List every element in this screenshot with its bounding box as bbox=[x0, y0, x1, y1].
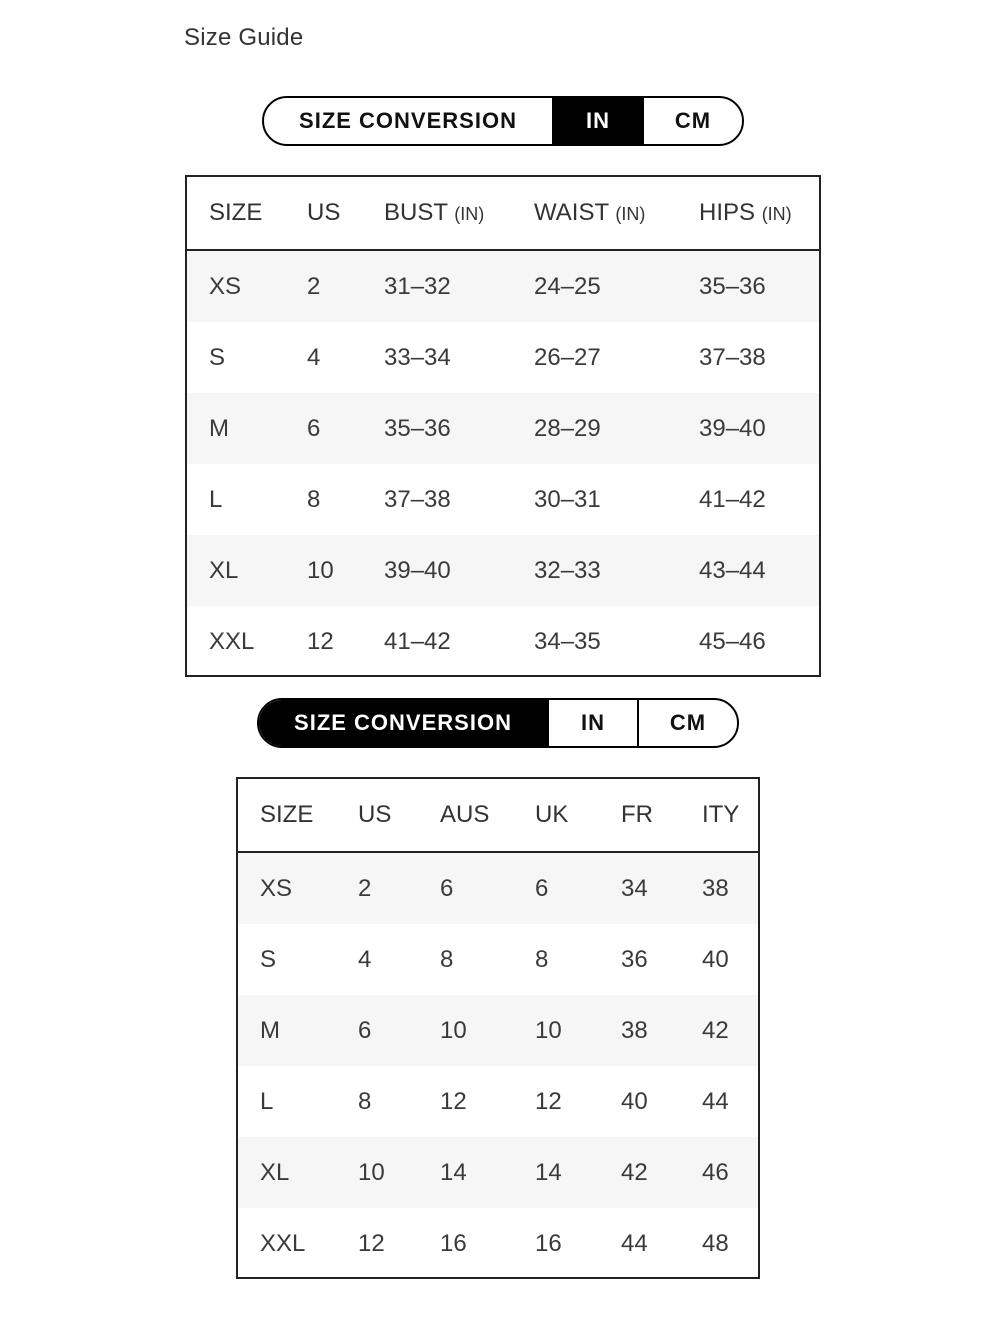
header-unit: (IN) bbox=[761, 204, 792, 224]
cell-us: 6 bbox=[358, 995, 440, 1066]
cell-us: 10 bbox=[358, 1137, 440, 1208]
size-conversion-button[interactable]: SIZE CONVERSION bbox=[299, 108, 517, 133]
cell-aus: 6 bbox=[440, 852, 535, 924]
table-row bbox=[187, 250, 819, 322]
header-label: WAIST bbox=[534, 199, 616, 226]
cell-size: L bbox=[209, 485, 223, 513]
cell-waist: 34–35 bbox=[534, 627, 601, 655]
inches-button[interactable]: IN bbox=[552, 98, 642, 144]
cell-size: S bbox=[260, 945, 277, 973]
table-row bbox=[238, 995, 758, 1066]
table-row bbox=[238, 1208, 758, 1279]
cell-fr: 44 bbox=[621, 1229, 648, 1257]
header-waist bbox=[534, 177, 699, 250]
header-label: BUST bbox=[384, 199, 455, 226]
cell-us: 12 bbox=[358, 1229, 385, 1257]
cell-us: 4 bbox=[307, 343, 321, 371]
cell-fr: 34 bbox=[621, 852, 702, 924]
table-row bbox=[187, 322, 819, 393]
cell-fr: 42 bbox=[621, 1137, 702, 1208]
size-conversion-table bbox=[236, 777, 760, 1279]
cell-ity: 48 bbox=[702, 1229, 729, 1257]
cell-us: 2 bbox=[307, 250, 384, 322]
cell-uk: 6 bbox=[535, 852, 621, 924]
header-label: US bbox=[307, 199, 341, 226]
cell-hips: 43–44 bbox=[699, 535, 819, 606]
cell-ity: 38 bbox=[702, 852, 758, 924]
unit-toggle-1 bbox=[262, 96, 744, 146]
table-row bbox=[187, 464, 819, 535]
cell-bust: 33–34 bbox=[384, 343, 451, 371]
table-row bbox=[238, 924, 758, 995]
inches-button[interactable]: IN bbox=[547, 700, 637, 746]
cell-bust: 37–38 bbox=[384, 485, 451, 513]
cell-size: XXL bbox=[209, 627, 255, 655]
table-row bbox=[238, 1066, 758, 1137]
header-size: SIZE bbox=[238, 779, 358, 852]
cell-waist: 28–29 bbox=[534, 393, 699, 464]
cell-size: M bbox=[187, 393, 307, 464]
cell-fr: 36 bbox=[621, 945, 648, 973]
cell-size: M bbox=[238, 995, 358, 1066]
cell-ity: 42 bbox=[702, 995, 758, 1066]
cell-ity: 44 bbox=[702, 1087, 729, 1115]
cell-waist: 24–25 bbox=[534, 250, 699, 322]
cell-aus: 12 bbox=[440, 1087, 467, 1115]
cell-us: 6 bbox=[307, 393, 384, 464]
table-header-row bbox=[187, 177, 819, 250]
table-row bbox=[187, 535, 819, 606]
cell-bust: 35–36 bbox=[384, 393, 534, 464]
header-label: HIPS bbox=[699, 199, 762, 226]
cell-waist: 30–31 bbox=[534, 485, 601, 513]
header-size bbox=[187, 177, 307, 250]
cell-bust: 39–40 bbox=[384, 535, 534, 606]
size-conversion-button[interactable]: SIZE CONVERSION bbox=[259, 700, 547, 746]
cell-us: 4 bbox=[358, 945, 372, 973]
cell-bust: 31–32 bbox=[384, 250, 534, 322]
cell-size: S bbox=[209, 343, 226, 371]
header-unit: (IN) bbox=[454, 204, 485, 224]
cell-uk: 12 bbox=[535, 1087, 562, 1115]
header-uk: UK bbox=[535, 779, 621, 852]
cell-aus: 14 bbox=[440, 1137, 535, 1208]
cell-size: XL bbox=[187, 535, 307, 606]
table-header-row bbox=[238, 779, 758, 852]
page-title: Size Guide bbox=[184, 24, 304, 51]
cell-size: XS bbox=[238, 852, 358, 924]
cell-size: XXL bbox=[260, 1229, 306, 1257]
header-label: SIZE bbox=[209, 199, 263, 226]
cell-aus: 8 bbox=[440, 945, 454, 973]
cell-ity: 46 bbox=[702, 1137, 758, 1208]
table-row bbox=[187, 393, 819, 464]
header-bust bbox=[384, 177, 534, 250]
cell-fr: 40 bbox=[621, 1087, 648, 1115]
cell-us: 8 bbox=[307, 485, 321, 513]
cell-size: XS bbox=[187, 250, 307, 322]
header-us: US bbox=[358, 779, 440, 852]
header-aus: AUS bbox=[440, 779, 535, 852]
unit-toggle-2 bbox=[257, 698, 739, 748]
header-fr: FR bbox=[621, 779, 702, 852]
cell-hips: 37–38 bbox=[699, 343, 766, 371]
cell-size: L bbox=[260, 1087, 274, 1115]
cell-size: XL bbox=[238, 1137, 358, 1208]
cell-us: 8 bbox=[358, 1087, 372, 1115]
header-ity: ITY bbox=[702, 779, 758, 852]
cell-us: 12 bbox=[307, 627, 334, 655]
cell-ity: 40 bbox=[702, 945, 729, 973]
cell-aus: 10 bbox=[440, 995, 535, 1066]
table-row bbox=[238, 852, 758, 924]
table-row bbox=[187, 606, 819, 677]
cell-bust: 41–42 bbox=[384, 627, 451, 655]
cell-hips: 41–42 bbox=[699, 485, 766, 513]
cell-uk: 14 bbox=[535, 1137, 621, 1208]
cell-uk: 16 bbox=[535, 1229, 562, 1257]
measurements-table bbox=[185, 175, 821, 677]
header-us bbox=[307, 177, 384, 250]
cell-uk: 10 bbox=[535, 995, 621, 1066]
cell-hips: 39–40 bbox=[699, 393, 819, 464]
cell-aus: 16 bbox=[440, 1229, 467, 1257]
cell-waist: 32–33 bbox=[534, 535, 699, 606]
cell-uk: 8 bbox=[535, 945, 549, 973]
cell-us: 2 bbox=[358, 852, 440, 924]
cell-hips: 35–36 bbox=[699, 250, 819, 322]
header-unit: (IN) bbox=[615, 204, 646, 224]
cell-hips: 45–46 bbox=[699, 627, 766, 655]
cell-waist: 26–27 bbox=[534, 343, 601, 371]
cell-fr: 38 bbox=[621, 995, 702, 1066]
header-hips bbox=[699, 177, 819, 250]
cell-us: 10 bbox=[307, 535, 384, 606]
table-row bbox=[238, 1137, 758, 1208]
centimeters-button[interactable]: CM bbox=[637, 700, 737, 746]
centimeters-button[interactable]: CM bbox=[642, 98, 742, 144]
